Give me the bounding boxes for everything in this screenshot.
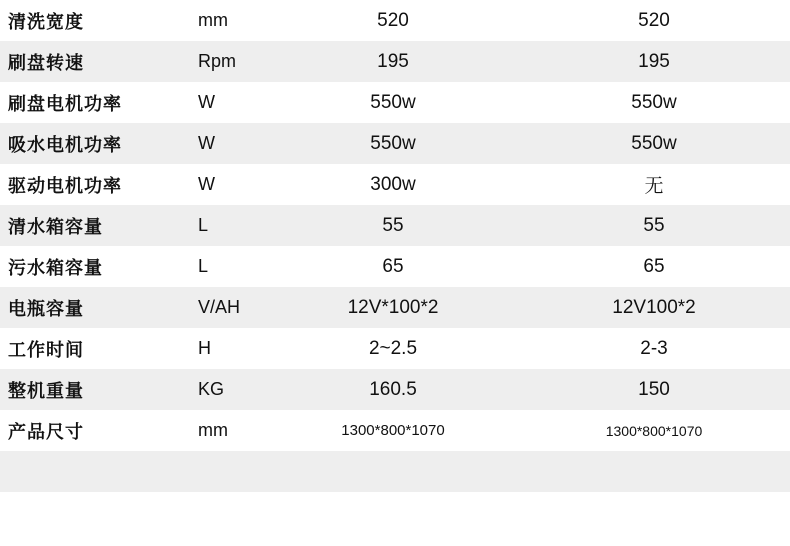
spec-value-model-1: 12V*100*2 [268,287,518,328]
table-row [0,328,790,369]
spec-value-model-2: 55 [518,205,790,246]
spec-label: 刷盘转速 [0,41,190,82]
table-row [0,0,790,41]
spec-value-model-2: 550w [518,82,790,123]
table-bottom-band [0,451,790,492]
spec-value-model-1: 300w [268,164,518,205]
spec-label: 驱动电机功率 [0,164,190,205]
spec-value-model-1: 65 [268,246,518,287]
spec-value-model-2: 195 [518,41,790,82]
table-row [0,164,790,205]
spec-label: 产品尺寸 [0,410,190,451]
spec-unit: KG [190,369,268,410]
spec-value-model-1: 550w [268,82,518,123]
spec-value-model-2: 12V100*2 [518,287,790,328]
spec-unit: mm [190,0,268,41]
spec-value-model-2: 520 [518,0,790,41]
table-row [0,41,790,82]
spec-value-model-1: 195 [268,41,518,82]
table-row [0,123,790,164]
spec-value-model-2: 1300*800*1070 [518,410,790,451]
spec-value-model-1: 520 [268,0,518,41]
spec-value-model-2: 65 [518,246,790,287]
spec-label: 工作时间 [0,328,190,369]
spec-unit: L [190,246,268,287]
spec-value-model-2: 2-3 [518,328,790,369]
spec-value-model-1: 1300*800*1070 [268,410,518,451]
spec-value-model-1: 2~2.5 [268,328,518,369]
spec-unit: Rpm [190,41,268,82]
spec-unit: W [190,164,268,205]
spec-unit: mm [190,410,268,451]
table-row [0,287,790,328]
spec-label: 电瓶容量 [0,287,190,328]
spec-label: 吸水电机功率 [0,123,190,164]
spec-value-model-2: 无 [518,164,790,205]
spec-unit: W [190,123,268,164]
spec-label: 刷盘电机功率 [0,82,190,123]
spec-unit: W [190,82,268,123]
spec-label: 污水箱容量 [0,246,190,287]
table-row [0,205,790,246]
spec-value-model-2: 150 [518,369,790,410]
page-bottom-whitespace [0,492,790,538]
spec-value-model-1: 550w [268,123,518,164]
table-row [0,246,790,287]
spec-unit: L [190,205,268,246]
table-row [0,410,790,451]
spec-value-model-1: 160.5 [268,369,518,410]
spec-unit: H [190,328,268,369]
spec-label: 整机重量 [0,369,190,410]
spec-unit: V/AH [190,287,268,328]
spec-value-model-1: 55 [268,205,518,246]
spec-label: 清水箱容量 [0,205,190,246]
table-row [0,82,790,123]
spec-label: 清洗宽度 [0,0,190,41]
table-row [0,369,790,410]
spec-value-model-2: 550w [518,123,790,164]
